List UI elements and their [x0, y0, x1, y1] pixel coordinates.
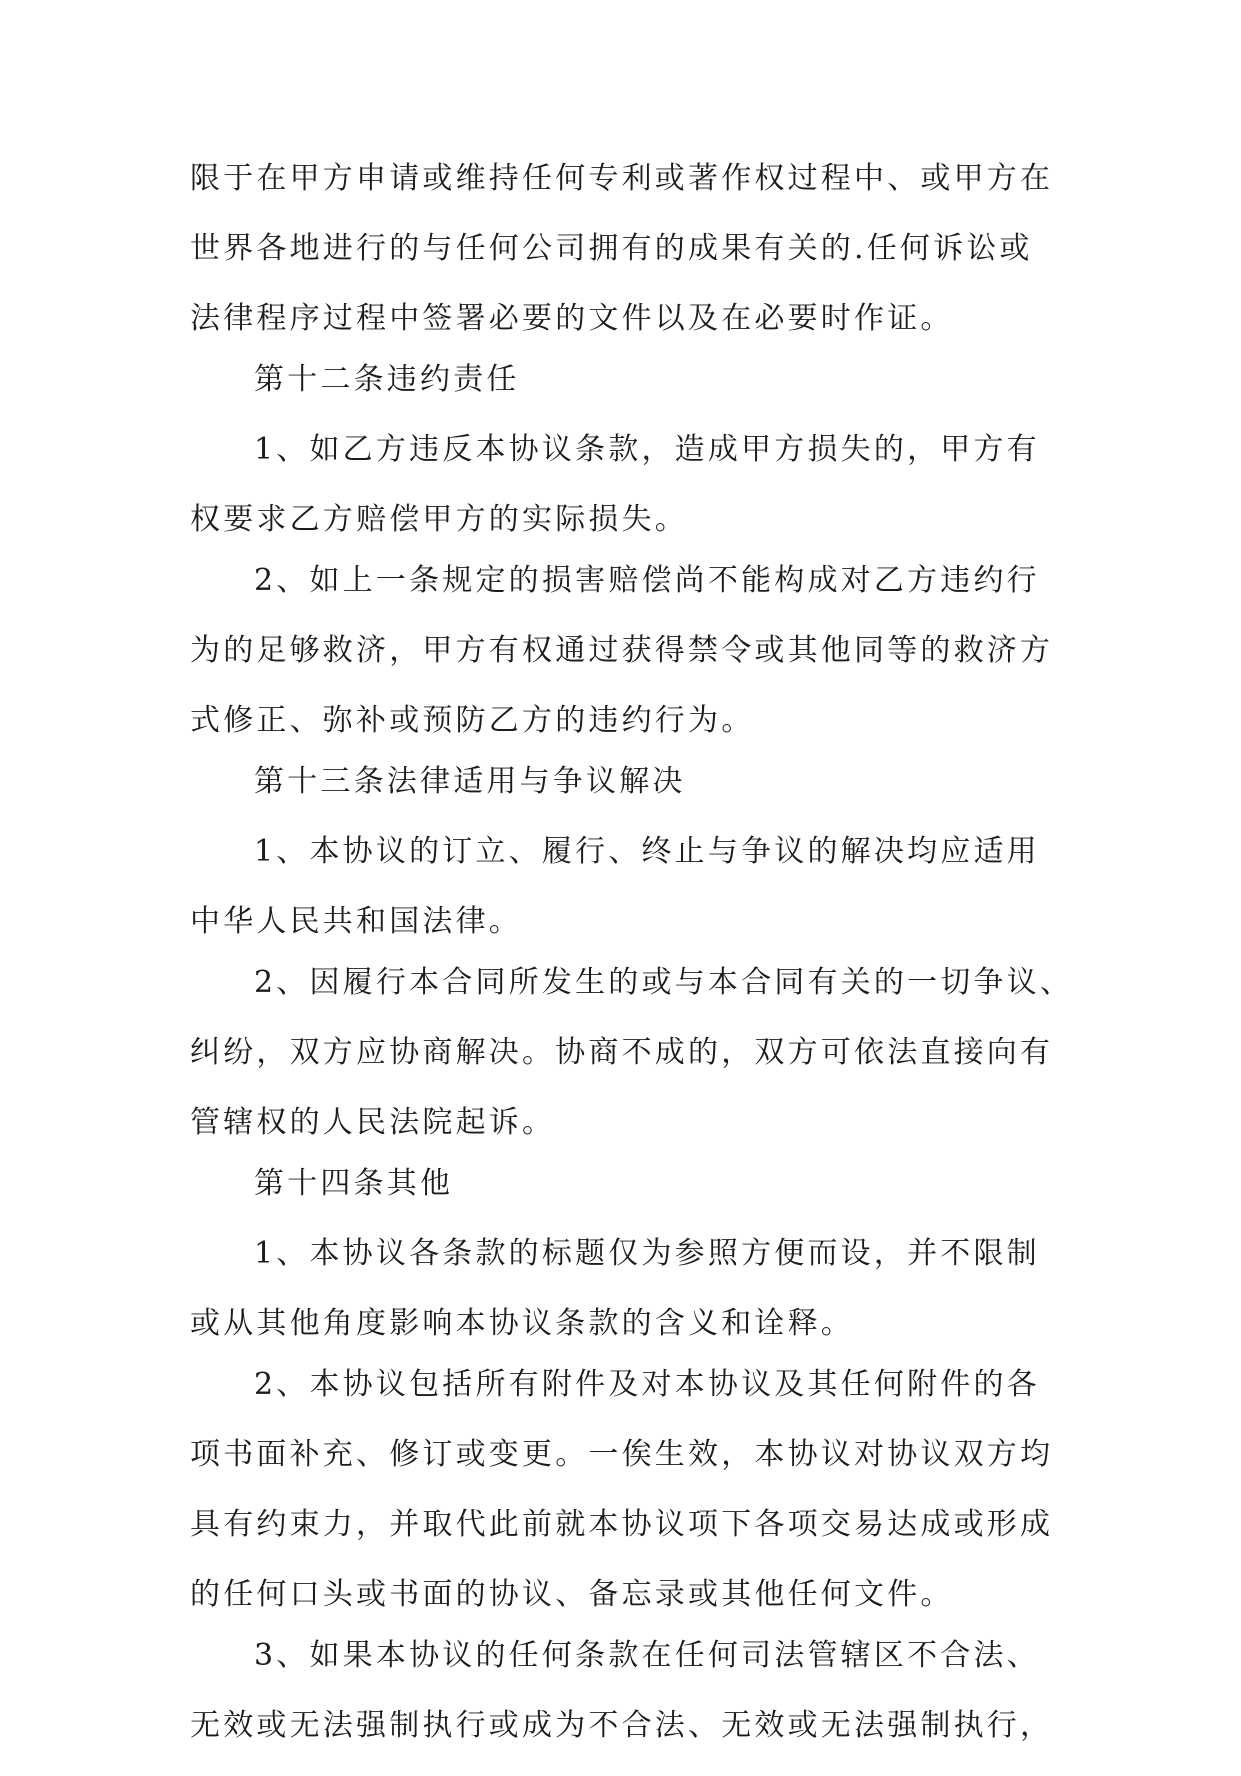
text-line: 式修正、弥补或预防乙方的违约行为。	[190, 703, 755, 738]
section-heading-12: 第十二条违约责任	[254, 362, 520, 397]
text-line: 1、如乙方违反本协议条款，造成甲方损失的，甲方有	[254, 432, 1040, 467]
text-line: 权要求乙方赔偿甲方的实际损失。	[190, 502, 688, 537]
text-line: 1、本协议的订立、履行、终止与争议的解决均应适用	[254, 834, 1040, 869]
text-line: 1、本协议各条款的标题仅为参照方便而设，并不限制	[254, 1236, 1040, 1271]
text-line: 中华人民共和国法律。	[190, 904, 522, 939]
document-body	[190, 159, 1074, 1776]
section-heading-14: 第十四条其他	[254, 1166, 454, 1201]
text-line: 2、本协议包括所有附件及对本协议及其任何附件的各	[254, 1367, 1040, 1402]
text-line: 管辖权的人民法院起诉。	[190, 1105, 556, 1140]
text-line: 的任何口头或书面的协议、备忘录或其他任何文件。	[190, 1577, 954, 1612]
text-line: 法律程序过程中签署必要的文件以及在必要时作证。	[190, 301, 954, 336]
text-line: 世界各地进行的与任何公司拥有的成果有关的.任何诉讼或	[190, 231, 1033, 266]
text-line: 项书面补充、修订或变更。一俟生效，本协议对协议双方均	[190, 1437, 1054, 1472]
section-heading-13: 第十三条法律适用与争议解决	[254, 764, 686, 799]
text-line: 3、如果本协议的任何条款在任何司法管辖区不合法、	[254, 1638, 1040, 1673]
text-line: 限于在甲方申请或维持任何专利或著作权过程中、或甲方在	[190, 161, 1054, 196]
text-line: 为的足够救济，甲方有权通过获得禁令或其他同等的救济方	[190, 633, 1054, 668]
text-line: 纠纷，双方应协商解决。协商不成的，双方可依法直接向有	[190, 1035, 1054, 1070]
text-line: 或从其他角度影响本协议条款的含义和诠释。	[190, 1306, 854, 1341]
text-line: 具有约束力，并取代此前就本协议项下各项交易达成或形成	[190, 1507, 1054, 1542]
text-line: 无效或无法强制执行或成为不合法、无效或无法强制执行，	[190, 1708, 1054, 1743]
text-line: 2、因履行本合同所发生的或与本合同有关的一切争议、	[254, 965, 1074, 1000]
text-line: 2、如上一条规定的损害赔偿尚不能构成对乙方违约行	[254, 563, 1040, 598]
